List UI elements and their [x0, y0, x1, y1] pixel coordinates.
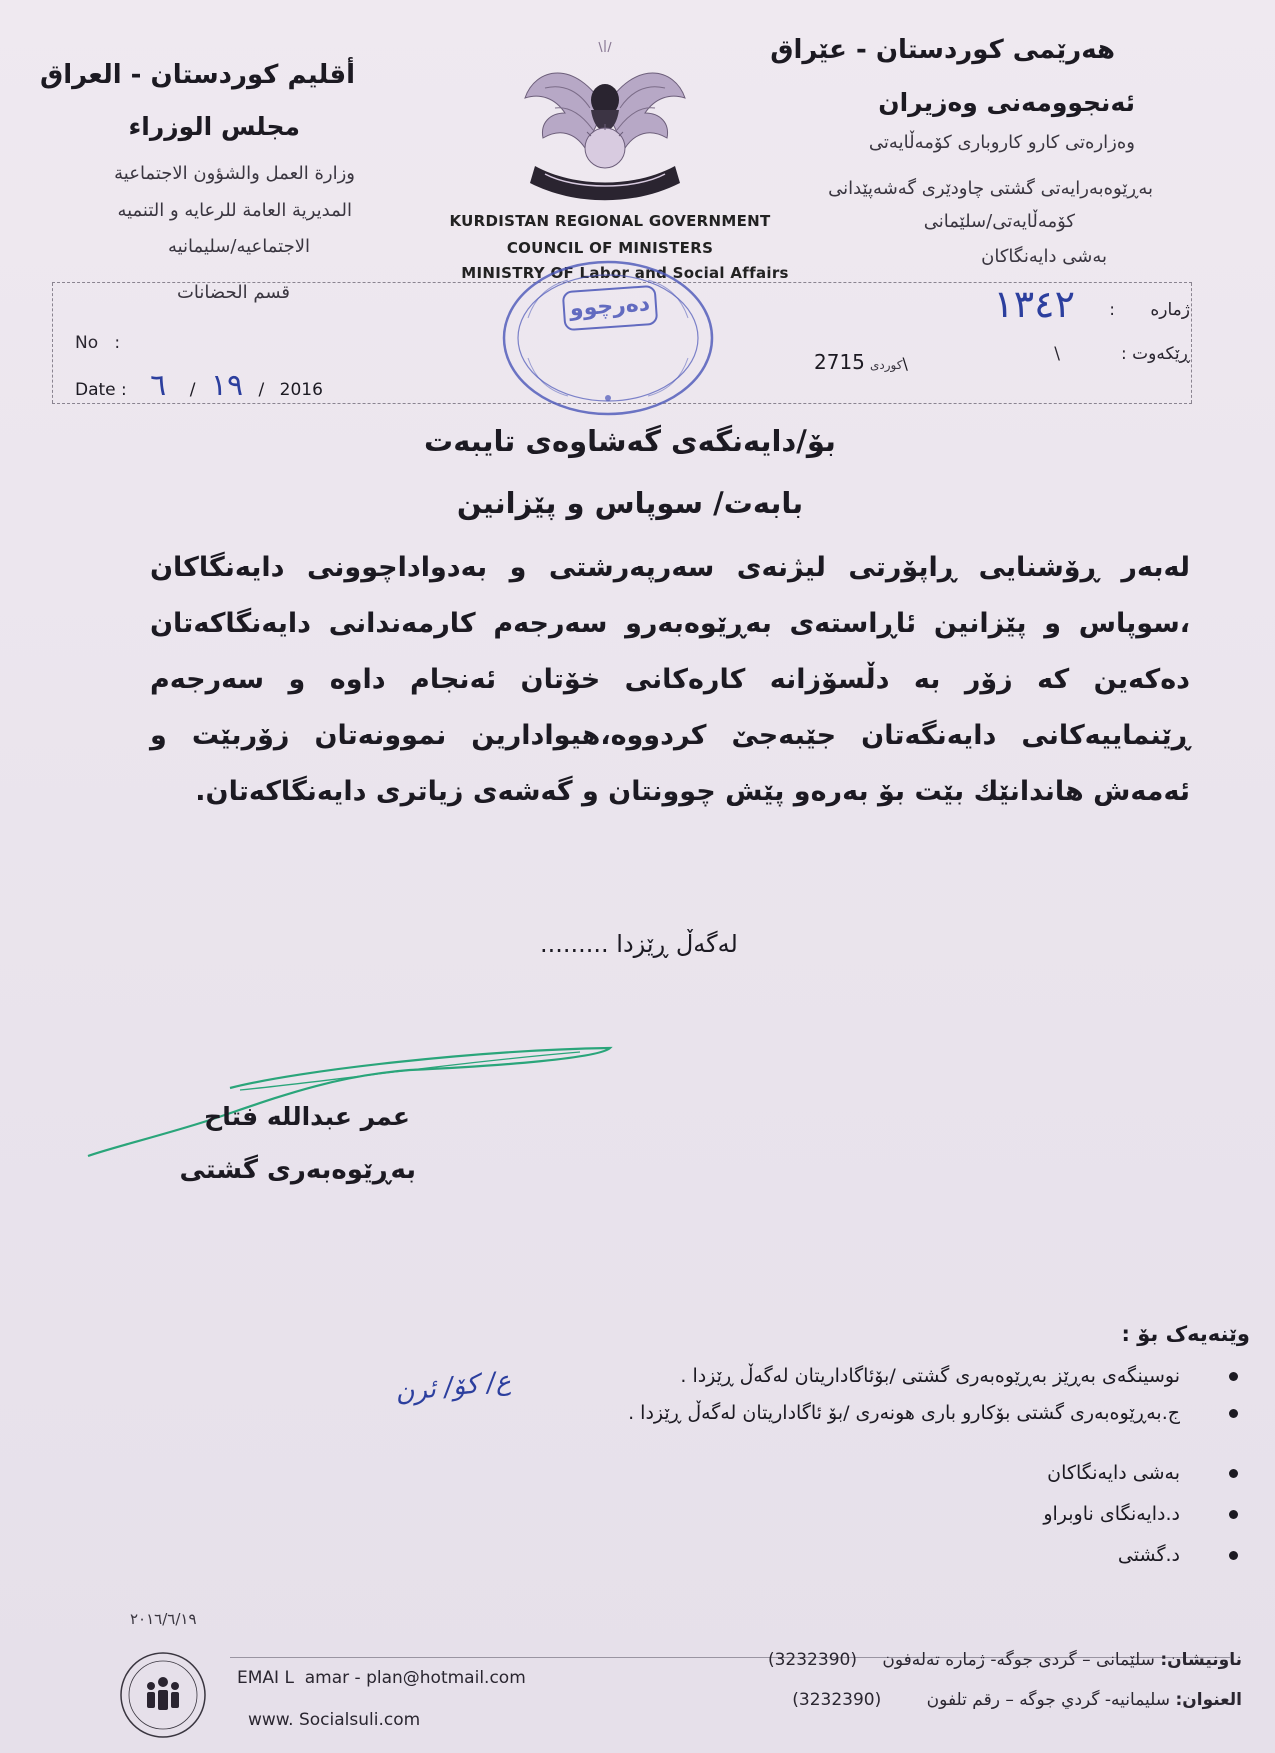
department-kurdish: بەشی دایەنگاکان: [981, 246, 1107, 267]
date-field: [75, 368, 323, 403]
region-title-kurdish: هەرێمی کوردستان - عێراق: [770, 35, 1115, 65]
address-arabic: سليمانيه- گردي جوگه – رقم تلفون: [926, 1690, 1171, 1710]
kurdish-year-mark: \: [902, 354, 908, 373]
no-colon: :: [114, 333, 121, 353]
address-kurdish-label: ناونیشان:: [1160, 1650, 1242, 1670]
krg-english-title: KURDISTAN REGIONAL GOVERNMENT: [449, 212, 771, 230]
council-title-kurdish: ئەنجوومەنی وەزیران: [878, 88, 1135, 117]
cc-item-office: نوسینگەی بەڕێز بەڕێوەبەری گشتی /بۆئاگاداریتان لەگەڵ ڕێزدا .: [680, 1365, 1180, 1387]
directorate-arabic-line1: المديرية العامة للرعايه و التنميه: [117, 200, 352, 221]
bottom-date: ٢٠١٦/٦/١٩: [130, 1610, 197, 1628]
kurdish-year-field: [808, 350, 908, 374]
cc-item-general: د.گشتی: [1117, 1544, 1180, 1566]
address-arabic-label: العنوان:: [1175, 1690, 1242, 1710]
council-title-arabic: مجلس الوزراء: [128, 112, 300, 141]
ministry-english-title: MINISTRY OF Labor and Social Affairs: [461, 264, 789, 282]
date-sep-1: /: [189, 380, 196, 400]
phone-1: (3232390): [767, 1650, 857, 1670]
stamp-outgoing-label: دەرچوو: [562, 285, 659, 331]
footer-address-kurdish: [768, 1650, 1242, 1670]
list-item: [180, 1455, 1180, 1496]
cc-item-nursery: د.دایەنگای ناوبراو: [1043, 1503, 1180, 1525]
cc-item-technical: ج.بەڕێوەبەری گشتی بۆکارو باری هونەری /بۆ ئاگاداریتان لەگەڵ ڕێزدا .: [628, 1402, 1180, 1424]
region-title-arabic: أقليم كوردستان - العراق: [39, 60, 355, 90]
number-label: ژمارە: [1150, 300, 1190, 320]
number-colon: :: [1109, 300, 1115, 320]
directorate-arabic-line2: الاجتماعيه/سليمانيه: [167, 236, 310, 257]
list-item: [180, 1358, 1180, 1399]
ministry-arabic: وزارة العمل والشؤون الاجتماعية: [114, 163, 355, 184]
date-year: 2016: [279, 380, 323, 400]
letter-subject: بابەت/ سوپاس و پێزانین: [456, 486, 804, 520]
list-item: [480, 1399, 1180, 1455]
department-arabic: قسم الحضانات: [176, 282, 290, 303]
ministry-kurdish: وەزارەتی کارو کاروباری کۆمەڵایەتی: [868, 132, 1135, 153]
kurdish-year: 2715: [814, 350, 865, 374]
signature-stroke-icon: [80, 1040, 620, 1160]
outgoing-stamp-icon: [498, 258, 718, 418]
cc-list: [180, 1358, 1180, 1578]
footer-email: [237, 1668, 526, 1688]
letter-recipient: بۆ/دایەنگەی گەشاوەی تایبەت: [424, 424, 836, 458]
kurdish-date-mark: \: [1054, 344, 1060, 364]
kurdish-year-suffix: کوردی: [870, 358, 903, 372]
number-value: ١٣٤٢: [993, 282, 1075, 326]
signer-title: بەڕێوەبەری گشتی: [179, 1155, 416, 1185]
no-field: [75, 333, 120, 353]
krg-eagle-emblem-icon: [515, 38, 695, 208]
cc-title: وێنەیەک بۆ :: [1121, 1322, 1250, 1346]
handwritten-note: ع/ کۆ/ ئرن: [393, 1366, 513, 1408]
date-day: ١٩: [210, 368, 244, 403]
council-english-title: COUNCIL OF MINISTERS: [506, 239, 714, 257]
footer-website: www. Socialsuli.com: [248, 1710, 421, 1730]
directorate-kurdish-line1: بەڕێوەبەرایەتی گشتی چاودێری گەشەپێدانی: [828, 178, 1153, 199]
email-value: amar - plan@hotmail.com: [304, 1668, 526, 1688]
list-item: [180, 1537, 1180, 1578]
letter-closing: لەگەڵ ڕێزدا .........: [540, 930, 738, 958]
cc-item-nurseries: بەشی دایەنگاکان: [1047, 1462, 1180, 1484]
date-sep-2: /: [258, 380, 265, 400]
kurdish-date-label: ڕێکەوت :: [1121, 344, 1190, 364]
phone-2: (3232390): [792, 1690, 882, 1710]
date-label: Date :: [75, 380, 127, 400]
no-label: No: [75, 333, 99, 353]
letter-body: لەبەر ڕۆشنایی ڕاپۆرتی لیژنەی سەرپەرشتی و بەدواداچوونی دایەنگاکان ،سوپاس و پێزانین ئاڕاستەی بەڕێوەبەرو سەرجەم کارمەندانی دایەنگاکەتان دەکەین کە زۆر بە دڵسۆزانە کارەکانی خۆتان ئەنجام داوە و سەرجەم ڕێنماییەکانی دایەنگەتان جێبەجێ کردووە،هیوادارین نموونەتان زۆربێت و ئەمەش هاندانێك بێت بۆ بەرەو پێش چوونتان و گەشەی زیاتری دایەنگاکەتان.: [150, 552, 1190, 807]
address-kurdish: سلێمانی – گردی جوگە- ژمارە تەلەفون: [882, 1650, 1155, 1670]
email-label: EMAI L: [237, 1668, 294, 1688]
date-month: ٦: [150, 368, 167, 403]
footer-address-arabic: [792, 1690, 1242, 1710]
directorate-kurdish-line2: کۆمەڵایەتی/سلێمانی: [923, 211, 1075, 232]
ministry-logo-icon: [118, 1650, 208, 1740]
list-item: [180, 1496, 1180, 1537]
signer-name: عمر عبدالله فتاح: [204, 1102, 410, 1131]
